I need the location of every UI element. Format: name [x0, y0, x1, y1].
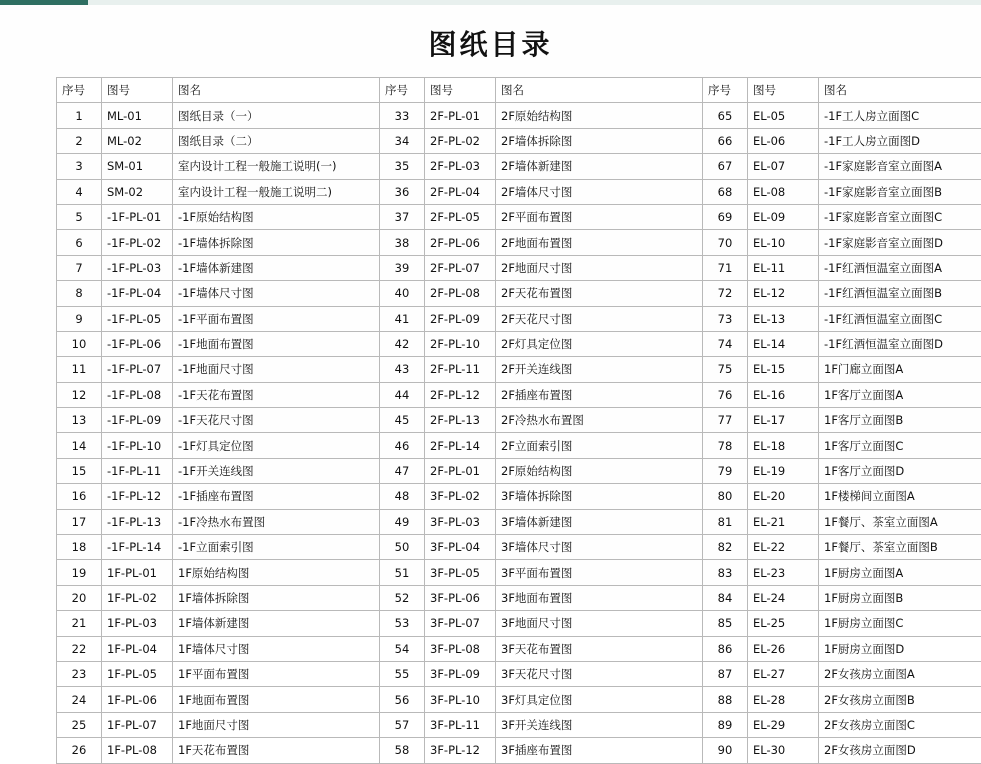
- cell-name: -1F工人房立面图C: [819, 103, 981, 128]
- table-row: [57, 585, 981, 610]
- header-code-3: 图号: [748, 78, 819, 103]
- cell-seq: 77: [703, 408, 748, 433]
- cell-seq: 36: [380, 179, 425, 204]
- cell-name: 2F墙体新建图: [496, 154, 703, 179]
- cell-code: EL-28: [748, 687, 819, 712]
- cell-seq: 10: [57, 331, 102, 356]
- cell-name: 图纸目录（二）: [173, 128, 380, 153]
- cell-seq: 56: [380, 687, 425, 712]
- cell-name: 3F墙体新建图: [496, 509, 703, 534]
- cell-seq: 7: [57, 255, 102, 280]
- cell-name: -1F天花尺寸图: [173, 408, 380, 433]
- cell-name: 2F女孩房立面图B: [819, 687, 981, 712]
- cell-name: 1F客厅立面图C: [819, 433, 981, 458]
- cell-seq: 65: [703, 103, 748, 128]
- cell-code: -1F-PL-08: [102, 382, 173, 407]
- cell-name: 3F地面布置图: [496, 585, 703, 610]
- cell-code: 3F-PL-04: [425, 535, 496, 560]
- cell-seq: 47: [380, 458, 425, 483]
- cell-seq: 5: [57, 204, 102, 229]
- drawing-catalog-table: [56, 77, 981, 764]
- cell-name: 2F开关连线图: [496, 357, 703, 382]
- cell-code: EL-14: [748, 331, 819, 356]
- cell-code: SM-01: [102, 154, 173, 179]
- table-row: [57, 331, 981, 356]
- cell-name: -1F插座布置图: [173, 484, 380, 509]
- table-row: [57, 712, 981, 737]
- cell-code: EL-23: [748, 560, 819, 585]
- cell-name: 2F插座布置图: [496, 382, 703, 407]
- cell-name: -1F平面布置图: [173, 306, 380, 331]
- cell-name: 1F门廊立面图A: [819, 357, 981, 382]
- cell-name: -1F红酒恒温室立面图A: [819, 255, 981, 280]
- cell-name: 3F平面布置图: [496, 560, 703, 585]
- cell-code: EL-09: [748, 204, 819, 229]
- page-title: 图纸目录: [0, 23, 981, 63]
- cell-seq: 74: [703, 331, 748, 356]
- cell-seq: 2: [57, 128, 102, 153]
- cell-code: 1F-PL-05: [102, 661, 173, 686]
- table-row: [57, 357, 981, 382]
- cell-code: 2F-PL-03: [425, 154, 496, 179]
- cell-seq: 11: [57, 357, 102, 382]
- cell-code: -1F-PL-13: [102, 509, 173, 534]
- cell-name: 3F天花布置图: [496, 636, 703, 661]
- cell-name: 2F平面布置图: [496, 204, 703, 229]
- cell-seq: 25: [57, 712, 102, 737]
- cell-code: 3F-PL-05: [425, 560, 496, 585]
- cell-name: 2F天花尺寸图: [496, 306, 703, 331]
- cell-code: EL-25: [748, 611, 819, 636]
- header-seq-2: 序号: [380, 78, 425, 103]
- cell-code: -1F-PL-01: [102, 204, 173, 229]
- cell-code: -1F-PL-10: [102, 433, 173, 458]
- cell-code: EL-27: [748, 661, 819, 686]
- cell-seq: 17: [57, 509, 102, 534]
- cell-code: 3F-PL-03: [425, 509, 496, 534]
- cell-code: 3F-PL-08: [425, 636, 496, 661]
- cell-code: EL-05: [748, 103, 819, 128]
- table-row: [57, 255, 981, 280]
- cell-code: 1F-PL-02: [102, 585, 173, 610]
- cell-name: -1F红酒恒温室立面图C: [819, 306, 981, 331]
- cell-seq: 13: [57, 408, 102, 433]
- cell-code: -1F-PL-11: [102, 458, 173, 483]
- cell-code: 3F-PL-09: [425, 661, 496, 686]
- cell-name: 2F天花布置图: [496, 281, 703, 306]
- cell-code: 3F-PL-12: [425, 738, 496, 763]
- cell-code: EL-08: [748, 179, 819, 204]
- cell-name: -1F天花布置图: [173, 382, 380, 407]
- cell-name: 3F插座布置图: [496, 738, 703, 763]
- cell-code: EL-26: [748, 636, 819, 661]
- cell-seq: 38: [380, 230, 425, 255]
- cell-code: -1F-PL-12: [102, 484, 173, 509]
- document-page: [0, 5, 981, 600]
- cell-seq: 34: [380, 128, 425, 153]
- cell-name: 2F墙体拆除图: [496, 128, 703, 153]
- cell-code: 3F-PL-11: [425, 712, 496, 737]
- table-row: [57, 230, 981, 255]
- cell-name: 3F墙体尺寸图: [496, 535, 703, 560]
- cell-name: 1F地面尺寸图: [173, 712, 380, 737]
- cell-name: 2F原始结构图: [496, 103, 703, 128]
- cell-code: 2F-PL-04: [425, 179, 496, 204]
- cell-code: EL-29: [748, 712, 819, 737]
- header-name-2: 图名: [496, 78, 703, 103]
- cell-seq: 88: [703, 687, 748, 712]
- cell-seq: 90: [703, 738, 748, 763]
- cell-name: -1F红酒恒温室立面图D: [819, 331, 981, 356]
- cell-name: 3F墙体拆除图: [496, 484, 703, 509]
- cell-code: 2F-PL-13: [425, 408, 496, 433]
- cell-seq: 66: [703, 128, 748, 153]
- cell-seq: 82: [703, 535, 748, 560]
- cell-seq: 14: [57, 433, 102, 458]
- table-row: [57, 408, 981, 433]
- header-name-1: 图名: [173, 78, 380, 103]
- cell-name: 2F灯具定位图: [496, 331, 703, 356]
- cell-code: 2F-PL-05: [425, 204, 496, 229]
- table-row: [57, 103, 981, 128]
- cell-code: EL-16: [748, 382, 819, 407]
- cell-seq: 75: [703, 357, 748, 382]
- cell-name: -1F家庭影音室立面图D: [819, 230, 981, 255]
- cell-seq: 68: [703, 179, 748, 204]
- cell-code: -1F-PL-07: [102, 357, 173, 382]
- cell-seq: 53: [380, 611, 425, 636]
- cell-seq: 45: [380, 408, 425, 433]
- cell-seq: 22: [57, 636, 102, 661]
- cell-name: 1F原始结构图: [173, 560, 380, 585]
- cell-seq: 79: [703, 458, 748, 483]
- cell-seq: 81: [703, 509, 748, 534]
- table-row: [57, 179, 981, 204]
- cell-name: 1F餐厅、茶室立面图B: [819, 535, 981, 560]
- table-row: [57, 382, 981, 407]
- cell-seq: 89: [703, 712, 748, 737]
- table-row: [57, 281, 981, 306]
- table-row: [57, 154, 981, 179]
- cell-code: EL-18: [748, 433, 819, 458]
- cell-code: 2F-PL-01: [425, 103, 496, 128]
- cell-name: 3F地面尺寸图: [496, 611, 703, 636]
- table-row: [57, 611, 981, 636]
- cell-name: 2F原始结构图: [496, 458, 703, 483]
- cell-name: 1F厨房立面图A: [819, 560, 981, 585]
- cell-seq: 55: [380, 661, 425, 686]
- cell-seq: 18: [57, 535, 102, 560]
- cell-seq: 6: [57, 230, 102, 255]
- cell-seq: 1: [57, 103, 102, 128]
- cell-code: 2F-PL-09: [425, 306, 496, 331]
- cell-code: 1F-PL-04: [102, 636, 173, 661]
- cell-seq: 37: [380, 204, 425, 229]
- cell-code: EL-21: [748, 509, 819, 534]
- cell-code: EL-10: [748, 230, 819, 255]
- cell-seq: 9: [57, 306, 102, 331]
- cell-seq: 85: [703, 611, 748, 636]
- cell-seq: 49: [380, 509, 425, 534]
- cell-seq: 8: [57, 281, 102, 306]
- cell-name: 1F客厅立面图A: [819, 382, 981, 407]
- catalog-table-wrapper: [56, 77, 925, 764]
- cell-seq: 57: [380, 712, 425, 737]
- cell-seq: 41: [380, 306, 425, 331]
- cell-code: EL-13: [748, 306, 819, 331]
- cell-seq: 50: [380, 535, 425, 560]
- cell-code: 2F-PL-11: [425, 357, 496, 382]
- cell-name: -1F地面尺寸图: [173, 357, 380, 382]
- cell-code: 1F-PL-08: [102, 738, 173, 763]
- cell-name: 2F地面尺寸图: [496, 255, 703, 280]
- cell-name: -1F家庭影音室立面图C: [819, 204, 981, 229]
- table-row: [57, 560, 981, 585]
- cell-code: 2F-PL-01: [425, 458, 496, 483]
- cell-code: EL-11: [748, 255, 819, 280]
- cell-name: -1F冷热水布置图: [173, 509, 380, 534]
- cell-name: 2F女孩房立面图C: [819, 712, 981, 737]
- cell-seq: 84: [703, 585, 748, 610]
- cell-seq: 39: [380, 255, 425, 280]
- table-row: [57, 661, 981, 686]
- table-row: [57, 458, 981, 483]
- header-seq-3: 序号: [703, 78, 748, 103]
- cell-seq: 51: [380, 560, 425, 585]
- cell-seq: 21: [57, 611, 102, 636]
- cell-name: -1F工人房立面图D: [819, 128, 981, 153]
- cell-seq: 71: [703, 255, 748, 280]
- cell-name: 1F地面布置图: [173, 687, 380, 712]
- cell-seq: 43: [380, 357, 425, 382]
- cell-code: 2F-PL-07: [425, 255, 496, 280]
- cell-seq: 58: [380, 738, 425, 763]
- table-body: [57, 103, 981, 763]
- cell-name: 3F天花尺寸图: [496, 661, 703, 686]
- cell-code: 3F-PL-10: [425, 687, 496, 712]
- table-row: [57, 128, 981, 153]
- cell-seq: 33: [380, 103, 425, 128]
- cell-code: 3F-PL-07: [425, 611, 496, 636]
- cell-name: 2F女孩房立面图D: [819, 738, 981, 763]
- cell-name: -1F家庭影音室立面图A: [819, 154, 981, 179]
- cell-seq: 12: [57, 382, 102, 407]
- cell-name: -1F灯具定位图: [173, 433, 380, 458]
- cell-seq: 70: [703, 230, 748, 255]
- cell-name: 3F开关连线图: [496, 712, 703, 737]
- cell-seq: 80: [703, 484, 748, 509]
- cell-code: 1F-PL-01: [102, 560, 173, 585]
- table-row: [57, 433, 981, 458]
- cell-name: 1F客厅立面图D: [819, 458, 981, 483]
- cell-seq: 3: [57, 154, 102, 179]
- cell-seq: 44: [380, 382, 425, 407]
- cell-name: 2F地面布置图: [496, 230, 703, 255]
- cell-code: -1F-PL-14: [102, 535, 173, 560]
- cell-code: 3F-PL-02: [425, 484, 496, 509]
- cell-code: 1F-PL-06: [102, 687, 173, 712]
- cell-code: -1F-PL-05: [102, 306, 173, 331]
- cell-seq: 19: [57, 560, 102, 585]
- cell-name: 3F灯具定位图: [496, 687, 703, 712]
- header-code-1: 图号: [102, 78, 173, 103]
- cell-name: 1F墙体拆除图: [173, 585, 380, 610]
- cell-name: 1F天花布置图: [173, 738, 380, 763]
- cell-name: 2F女孩房立面图A: [819, 661, 981, 686]
- cell-code: EL-22: [748, 535, 819, 560]
- cell-code: EL-20: [748, 484, 819, 509]
- cell-code: EL-17: [748, 408, 819, 433]
- cell-code: -1F-PL-03: [102, 255, 173, 280]
- cell-code: 2F-PL-10: [425, 331, 496, 356]
- table-row: [57, 636, 981, 661]
- cell-name: 1F厨房立面图D: [819, 636, 981, 661]
- table-header-row: [57, 78, 981, 103]
- cell-name: 2F立面索引图: [496, 433, 703, 458]
- cell-name: 1F墙体新建图: [173, 611, 380, 636]
- cell-seq: 42: [380, 331, 425, 356]
- cell-name: -1F地面布置图: [173, 331, 380, 356]
- cell-code: 1F-PL-03: [102, 611, 173, 636]
- cell-seq: 83: [703, 560, 748, 585]
- cell-seq: 78: [703, 433, 748, 458]
- cell-seq: 26: [57, 738, 102, 763]
- cell-seq: 72: [703, 281, 748, 306]
- cell-name: 1F厨房立面图B: [819, 585, 981, 610]
- cell-seq: 69: [703, 204, 748, 229]
- cell-name: 1F平面布置图: [173, 661, 380, 686]
- header-name-3: 图名: [819, 78, 981, 103]
- cell-name: -1F墙体新建图: [173, 255, 380, 280]
- table-row: [57, 484, 981, 509]
- cell-name: 1F厨房立面图C: [819, 611, 981, 636]
- cell-code: 1F-PL-07: [102, 712, 173, 737]
- cell-seq: 86: [703, 636, 748, 661]
- cell-seq: 24: [57, 687, 102, 712]
- table-row: [57, 738, 981, 763]
- cell-seq: 23: [57, 661, 102, 686]
- cell-code: -1F-PL-09: [102, 408, 173, 433]
- cell-name: -1F墙体拆除图: [173, 230, 380, 255]
- table-header: [57, 78, 981, 103]
- cell-code: ML-01: [102, 103, 173, 128]
- table-row: [57, 509, 981, 534]
- cell-name: -1F立面索引图: [173, 535, 380, 560]
- cell-code: -1F-PL-04: [102, 281, 173, 306]
- cell-code: 2F-PL-12: [425, 382, 496, 407]
- cell-seq: 20: [57, 585, 102, 610]
- cell-code: EL-07: [748, 154, 819, 179]
- cell-seq: 76: [703, 382, 748, 407]
- header-seq-1: 序号: [57, 78, 102, 103]
- cell-code: 2F-PL-14: [425, 433, 496, 458]
- cell-code: ML-02: [102, 128, 173, 153]
- cell-seq: 54: [380, 636, 425, 661]
- cell-seq: 67: [703, 154, 748, 179]
- table-row: [57, 204, 981, 229]
- table-row: [57, 306, 981, 331]
- cell-name: -1F原始结构图: [173, 204, 380, 229]
- cell-seq: 35: [380, 154, 425, 179]
- cell-name: -1F家庭影音室立面图B: [819, 179, 981, 204]
- cell-name: 2F墙体尺寸图: [496, 179, 703, 204]
- cell-code: -1F-PL-06: [102, 331, 173, 356]
- cell-code: EL-15: [748, 357, 819, 382]
- cell-code: EL-24: [748, 585, 819, 610]
- cell-code: EL-12: [748, 281, 819, 306]
- cell-name: 室内设计工程一般施工说明(一): [173, 154, 380, 179]
- cell-code: EL-06: [748, 128, 819, 153]
- cell-seq: 73: [703, 306, 748, 331]
- cell-name: 图纸目录（一）: [173, 103, 380, 128]
- cell-name: -1F墙体尺寸图: [173, 281, 380, 306]
- cell-code: 2F-PL-06: [425, 230, 496, 255]
- cell-code: SM-02: [102, 179, 173, 204]
- cell-code: 3F-PL-06: [425, 585, 496, 610]
- cell-code: EL-30: [748, 738, 819, 763]
- cell-name: 2F冷热水布置图: [496, 408, 703, 433]
- cell-seq: 48: [380, 484, 425, 509]
- cell-seq: 46: [380, 433, 425, 458]
- cell-seq: 40: [380, 281, 425, 306]
- cell-seq: 4: [57, 179, 102, 204]
- cell-code: -1F-PL-02: [102, 230, 173, 255]
- table-row: [57, 687, 981, 712]
- cell-code: 2F-PL-02: [425, 128, 496, 153]
- cell-name: 1F餐厅、茶室立面图A: [819, 509, 981, 534]
- header-code-2: 图号: [425, 78, 496, 103]
- cell-seq: 15: [57, 458, 102, 483]
- cell-name: -1F红酒恒温室立面图B: [819, 281, 981, 306]
- cell-name: 1F墙体尺寸图: [173, 636, 380, 661]
- cell-name: 1F客厅立面图B: [819, 408, 981, 433]
- cell-seq: 87: [703, 661, 748, 686]
- cell-name: 室内设计工程一般施工说明二): [173, 179, 380, 204]
- cell-name: 1F楼梯间立面图A: [819, 484, 981, 509]
- cell-seq: 16: [57, 484, 102, 509]
- cell-seq: 52: [380, 585, 425, 610]
- cell-name: -1F开关连线图: [173, 458, 380, 483]
- cell-code: EL-19: [748, 458, 819, 483]
- table-row: [57, 535, 981, 560]
- cell-code: 2F-PL-08: [425, 281, 496, 306]
